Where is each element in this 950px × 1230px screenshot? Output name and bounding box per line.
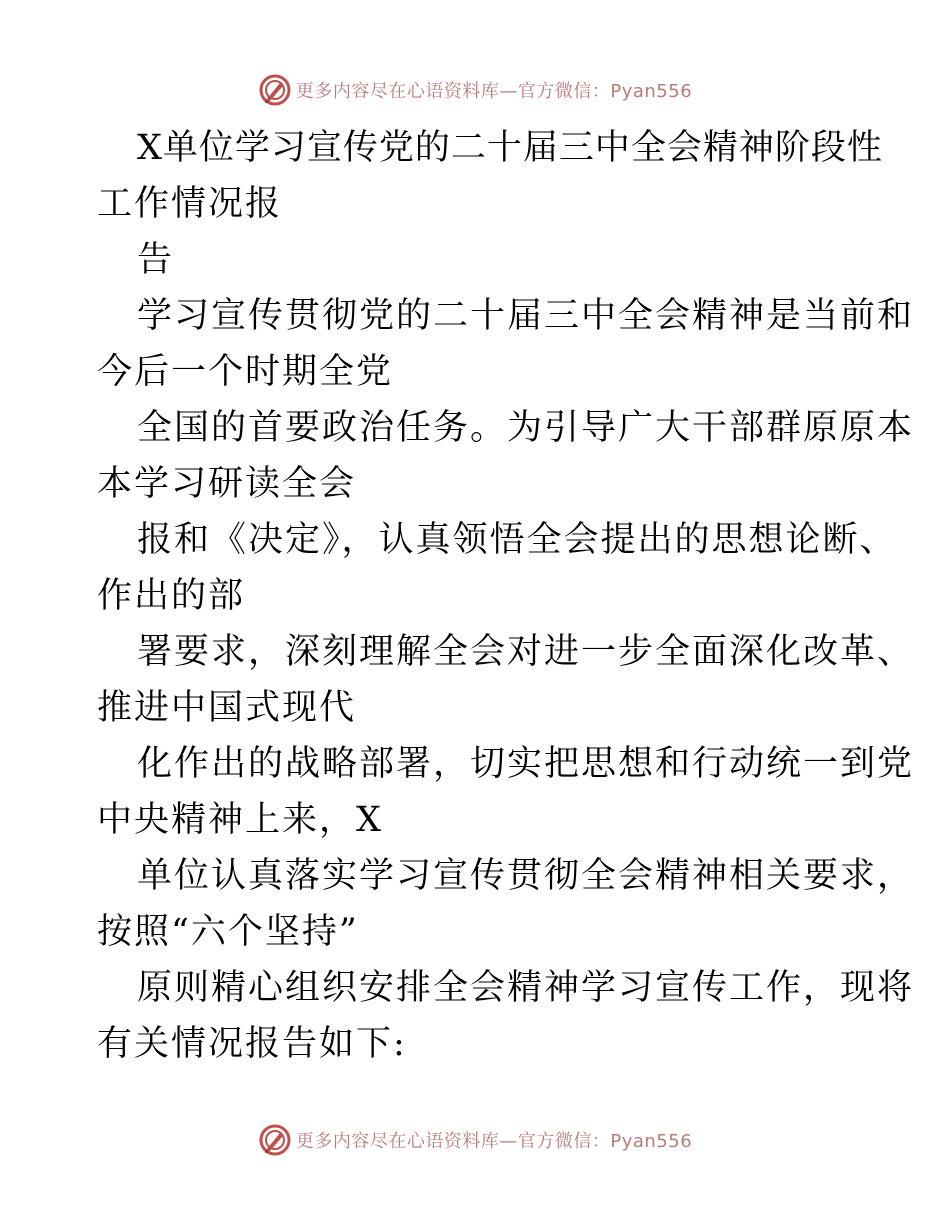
- watermark-text: 更多内容尽在心语资料库—官方微信：Pyan556: [295, 81, 693, 102]
- doc-paragraph-line: 化作出的战略部署，切实把思想和行动统一到党: [137, 744, 915, 784]
- doc-paragraph-line: 作出的部: [97, 576, 246, 616]
- doc-title-line-1: X单位学习宣传党的二十届三中全会精神阶段性: [137, 128, 883, 168]
- watermark-banner-bottom: [0, 1120, 950, 1160]
- doc-title-line-3: 告: [137, 240, 175, 280]
- doc-paragraph-line: 全国的首要政治任务。为引导广大干部群原原本: [137, 408, 915, 448]
- doc-paragraph-line: 本学习研读全会: [97, 464, 357, 504]
- pen-logo-icon: [258, 73, 292, 107]
- doc-paragraph-line: 学习宣传贯彻党的二十届三中全会精神是当前和: [137, 296, 915, 336]
- doc-paragraph-line: 按照“六个坚持”: [97, 912, 359, 952]
- pen-logo-icon: [258, 1123, 292, 1157]
- watermark-content: [258, 73, 692, 107]
- watermark-text: 更多内容尽在心语资料库—官方微信：Pyan556: [295, 1131, 693, 1152]
- watermark-banner-top: [0, 70, 950, 110]
- doc-paragraph-line: 中央精神上来，X: [97, 800, 383, 840]
- document-body: [97, 120, 915, 1072]
- doc-title-line-2: 工作情况报: [97, 184, 283, 224]
- doc-paragraph-line: 推进中国式现代: [97, 688, 357, 728]
- doc-paragraph-line: 署要求，深刻理解全会对进一步全面深化改革、: [137, 632, 915, 672]
- watermark-content: [258, 1123, 692, 1157]
- doc-paragraph-line: 单位认真落实学习宣传贯彻全会精神相关要求，: [137, 856, 915, 896]
- doc-paragraph-line: 有关情况报告如下:: [97, 1024, 407, 1064]
- doc-paragraph-line: 原则精心组织安排全会精神学习宣传工作，现将: [137, 968, 915, 1008]
- doc-paragraph-line: 今后一个时期全党: [97, 352, 394, 392]
- doc-paragraph-line: 报和《决定》，认真领悟全会提出的思想论断、: [137, 520, 897, 560]
